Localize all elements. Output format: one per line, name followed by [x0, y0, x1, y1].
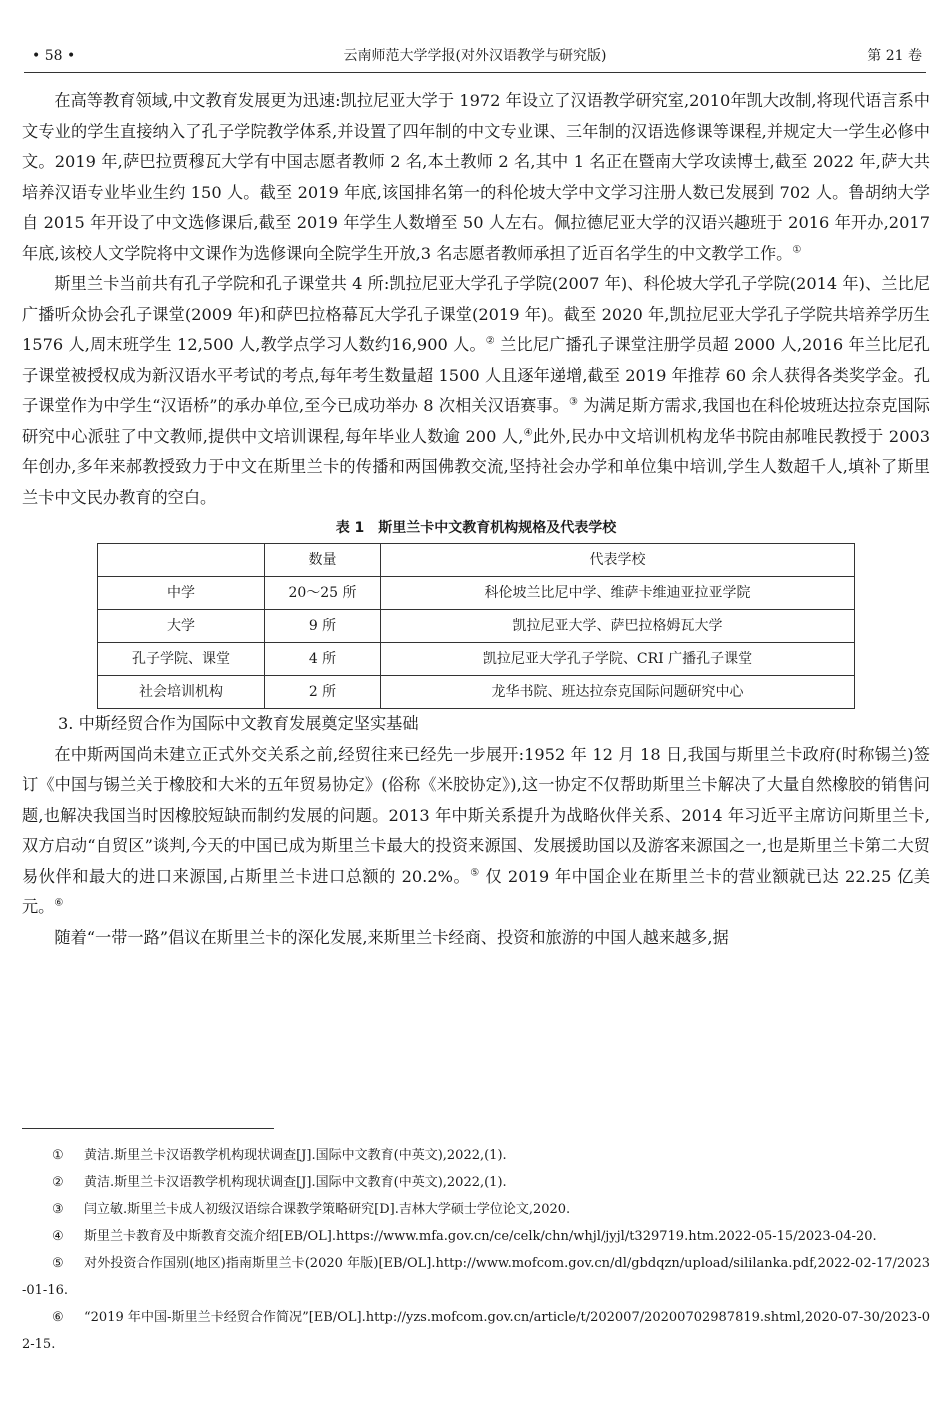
- cell-schools: 凯拉尼亚大学孔子学院、CRI 广播孔子课堂: [381, 643, 855, 676]
- header-cell-category: [98, 544, 265, 577]
- cell-schools: 凯拉尼亚大学、萨巴拉格姆瓦大学: [381, 610, 855, 643]
- footnote-text: “2019 年中国-斯里兰卡经贸合作简况”[EB/OL].http://yzs.mofcom.gov.cn/article/t/202007/20200702987819.shtml,2020-07-30/2023-02-15.: [22, 1310, 930, 1352]
- header-cell-count: 数量: [265, 544, 381, 577]
- cell-category: 大学: [98, 610, 265, 643]
- cell-category: 社会培训机构: [98, 676, 265, 709]
- table-row: [98, 610, 855, 643]
- page-number: • 58 •: [32, 48, 76, 64]
- footnote-ref: ⑤: [470, 867, 480, 879]
- footnote-text: 对外投资合作国别(地区)指南斯里兰卡(2020 年版)[EB/OL].http://www.mofcom.gov.cn/dl/gbdqzn/upload/sililanka.pdf,2022-02-17/2023-01-16.: [22, 1256, 930, 1298]
- volume-label: 第 21 卷: [867, 48, 922, 64]
- footnote-ref: ④: [523, 427, 533, 439]
- footnote-mark: ③: [52, 1202, 64, 1217]
- table-row: [98, 643, 855, 676]
- footnote: [22, 1250, 930, 1304]
- footnote: [22, 1169, 930, 1196]
- footnote-text: 黄洁.斯里兰卡汉语教学机构现状调查[J].国际中文教育(中英文),2022,(1).: [84, 1175, 507, 1190]
- journal-title: 云南师范大学学报(对外汉语教学与研究版): [343, 48, 607, 64]
- footnote-divider: [22, 1128, 274, 1129]
- institutions-table: [97, 543, 855, 709]
- running-header: [24, 40, 926, 73]
- paragraph-belt-and-road: 随着“一带一路”倡议在斯里兰卡的深化发展,来斯里兰卡经商、投资和旅游的中国人越来越多,据: [54, 927, 729, 947]
- paragraph-higher-education: 在高等教育领域,中文教育发展更为迅速:凯拉尼亚大学于 1972 年设立了汉语教学研究室,2010年凯大改制,将现代语言系中文专业的学生直接纳入了孔子学院教学体系,并设置了四年制的中文专业课、三年制的汉语选修课等课程,并规定大一学生必修中文。2019 年,萨巴拉贾穆瓦大学有中国志愿者教师 2 名,本土教师 2 名,其中 1 名正在暨南大学攻读博士,截至 2022 年,萨大共培养汉语专业毕业生约 150 人。截至 2019 年底,该国排名第一的科伦坡大学中文学习注册人数已发展到 702 人。鲁胡纳大学自 2015 年开设了中文选修课后,截至 2019 年学生人数增至 50 人左右。佩拉德尼亚大学的汉语兴趣班于 2016 年开办,2017 年底,该校人文学院将中文课作为选修课向全院学生开放,3 名志愿者教师承担了近百名学生的中文教学工作。①: [22, 91, 930, 263]
- footnote-ref: ⑥: [54, 897, 64, 909]
- footnote-mark: ①: [52, 1148, 64, 1163]
- footnote-ref: ③: [568, 396, 579, 408]
- footnote: [22, 1223, 930, 1250]
- footnote-text: 斯里兰卡教育及中斯教育交流介绍[EB/OL].https://www.mfa.gov.cn/ce/celk/chn/whjl/jyjl/t329719.htm.2022-05-15/2023-04-20.: [84, 1229, 877, 1244]
- table-row: [98, 577, 855, 610]
- cell-schools: 龙华书院、班达拉奈克国际问题研究中心: [381, 676, 855, 709]
- cell-count: 4 所: [265, 643, 381, 676]
- footnote-text: 黄洁.斯里兰卡汉语教学机构现状调查[J].国际中文教育(中英文),2022,(1).: [84, 1148, 507, 1163]
- footnote: [22, 1304, 930, 1358]
- table-caption: 表 1 斯里兰卡中文教育机构规格及代表学校: [335, 520, 617, 536]
- footnote-mark: ⑤: [52, 1256, 64, 1271]
- footnote-mark: ④: [52, 1229, 64, 1244]
- cell-count: 2 所: [265, 676, 381, 709]
- header-cell-schools: 代表学校: [381, 544, 855, 577]
- footnote: [22, 1196, 930, 1223]
- footnote-text: 闫立敏.斯里兰卡成人初级汉语综合课教学策略研究[D].吉林大学硕士学位论文,2020.: [84, 1202, 571, 1217]
- cell-category: 孔子学院、课堂: [98, 643, 265, 676]
- cell-schools: 科伦坡兰比尼中学、维萨卡维迪亚拉亚学院: [381, 577, 855, 610]
- cell-category: 中学: [98, 577, 265, 610]
- paragraph-confucius-institutes: 斯里兰卡当前共有孔子学院和孔子课堂共 4 所:凯拉尼亚大学孔子学院(2007 年)、科伦坡大学孔子学院(2014 年)、兰比尼广播听众协会孔子课堂(2009 年)和萨巴拉格幕瓦大学孔子课堂(2019 年)。截至 2020 年,凯拉尼亚大学孔子学院共培养学历生 1576 人,周末班学生 12,500 人,教学点学习人数约16,900 人。② 兰比尼广播孔子课堂注册学员超 2000 人,2016 年兰比尼孔子课堂被授权成为新汉语水平考试的考点,每年考生数量超 1500 人且逐年递增,截至 2019 年推荐 60 余人获得各类奖学金。孔子课堂作为中学生“汉语桥”的承办单位,至今已成功举办 8 次相关汉语赛事。③ 为满足斯方需求,我国也在科伦坡班达拉奈克国际研究中心派驻了中文教师,提供中文培训课程,每年毕业人数逾 200 人,④此外,民办中文培训机构龙华书院由郝唯民教授于 2003 年创办,多年来郝教授致力于中文在斯里兰卡的传播和两国佛教交流,坚持社会办学和单位集中培训,学生人数超千人,填补了斯里兰卡中文民办教育的空白。: [22, 274, 930, 507]
- paragraph-trade-cooperation: 在中斯两国尚未建立正式外交关系之前,经贸往来已经先一步展开:1952 年 12 月 18 日,我国与斯里兰卡政府(时称锡兰)签订《中国与锡兰关于橡胶和大米的五年贸易协定》(俗称《米胶协定》),这一协定不仅帮助斯里兰卡解决了大量自然橡胶的销售问题,也解决我国当时因橡胶短缺而制约发展的问题。2013 年中斯关系提升为战略伙伴关系、2014 年习近平主席访问斯里兰卡,双方启动“自贸区”谈判,今天的中国已成为斯里兰卡最大的投资来源国、发展援助国以及游客来源国之一,也是斯里兰卡第二大贸易伙伴和最大的进口来源国,占斯里兰卡进口总额的 20.2%。⑤ 仅 2019 年中国企业在斯里兰卡的营业额就已达 22.25 亿美元。⑥: [22, 744, 930, 916]
- cell-count: 9 所: [265, 610, 381, 643]
- table-header-row: [98, 544, 855, 577]
- footnote-ref: ②: [485, 335, 495, 347]
- section-heading: 3. 中斯经贸合作为国际中文教育发展奠定坚实基础: [58, 714, 419, 733]
- footnote-mark: ②: [52, 1175, 64, 1190]
- table-row: [98, 676, 855, 709]
- article-body: [22, 86, 930, 953]
- cell-count: 20～25 所: [265, 577, 381, 610]
- footnote-ref: ①: [792, 244, 802, 256]
- footnotes: [22, 1142, 930, 1358]
- footnote-mark: ⑥: [52, 1310, 64, 1325]
- footnote: [22, 1142, 930, 1169]
